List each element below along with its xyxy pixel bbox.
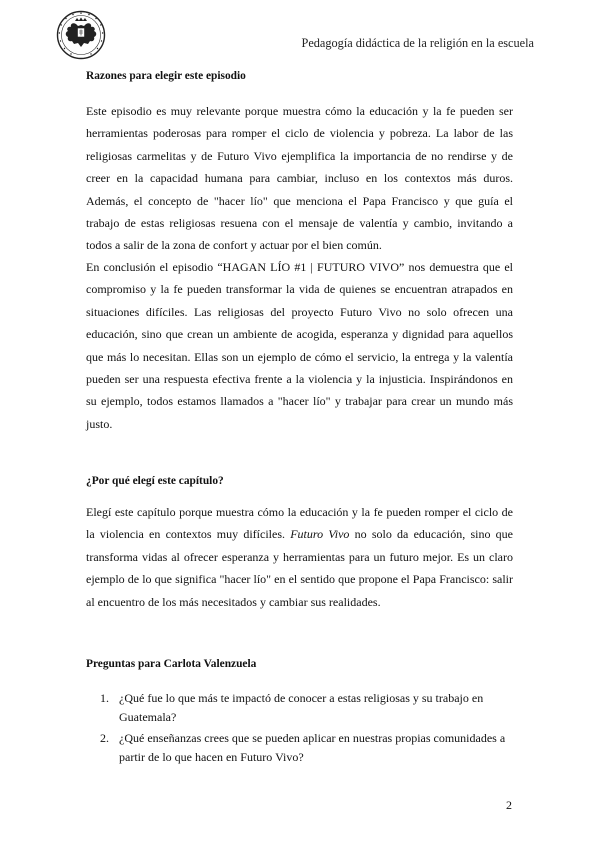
section-heading-razones: Razones para elegir este episodio bbox=[86, 70, 246, 82]
section-heading-preguntas: Preguntas para Carlota Valenzuela bbox=[86, 658, 257, 670]
italic-term-futuro-vivo: Futuro Vivo bbox=[290, 527, 350, 542]
list-item-text: ¿Qué fue lo que más te impactó de conocer a estas religiosas y su trabajo en Guatemala? bbox=[119, 691, 484, 724]
paragraph-conclusion: En conclusión el episodio “HAGAN LÍO #1 | FUTURO VIVO” nos demuestra que el compromiso y la fe pueden transformar la vida de quienes se encuentran atrapados en situaciones difíciles. Las religiosas del proyecto Futuro Vivo no solo ofrecen una educación, sino que crean un ambiente de acogida, esperanza y dignidad para aquellos que más lo necesitan. Ellas son un ejemplo de cómo el servicio, la entrega y la valentía pueden ser una respuesta efectiva frente a la violencia y la injusticia. Inspirándonos en su ejemplo, todos estamos llamados a "hacer lío" y trabajar para crear un mundo más justo. bbox=[86, 260, 513, 431]
university-coat-of-arms-icon bbox=[56, 10, 106, 60]
header-title: Pedagogía didáctica de la religión en la escuela bbox=[301, 36, 534, 50]
list-item-text: ¿Qué enseñanzas crees que se pueden aplicar en nuestras propias comunidades a partir de lo que hacen en Futuro Vivo? bbox=[119, 731, 506, 764]
paragraph-text-part: Elegí este capítulo porque muestra cómo la educación y la fe pueden romper el ciclo de la violencia en contextos muy difíciles. bbox=[86, 505, 513, 542]
paragraph-text-part: no solo da educación, sino que transforma vidas al ofrecer esperanza y herramientas para un futuro mejor. Es un claro ejemplo de lo que significa "hacer lío" en el sentido que propone el Papa Francisco: salir al encuentro de los más necesitados y cambiar sus realidades. bbox=[86, 527, 513, 609]
list-item-number: 1. bbox=[100, 691, 109, 705]
section-heading-por-que: ¿Por qué elegí este capítulo? bbox=[86, 475, 224, 487]
paragraph-por-que bbox=[86, 501, 513, 613]
paragraph-razones: Este episodio es muy relevante porque muestra cómo la educación y la fe pueden ser herramientas poderosas para romper el ciclo de violencia y pobreza. La labor de las religiosas carmelitas y de Futuro Vivo ejemplifica la importancia de no rendirse y de creer en la capacidad humana para cambiar, incluso en los contextos más duros. Además, el concepto de "hacer lío" que menciona el Papa Francisco y que guía el trabajo de estas religiosas resuena con el mensaje de valentía y cambio, invitando a todos a salir de la zona de confort y actuar por el bien común. bbox=[86, 104, 513, 253]
list-item bbox=[100, 729, 513, 767]
list-item-number: 2. bbox=[100, 731, 109, 745]
questions-list bbox=[100, 689, 513, 769]
list-item bbox=[100, 689, 513, 727]
page-number: 2 bbox=[506, 798, 512, 812]
